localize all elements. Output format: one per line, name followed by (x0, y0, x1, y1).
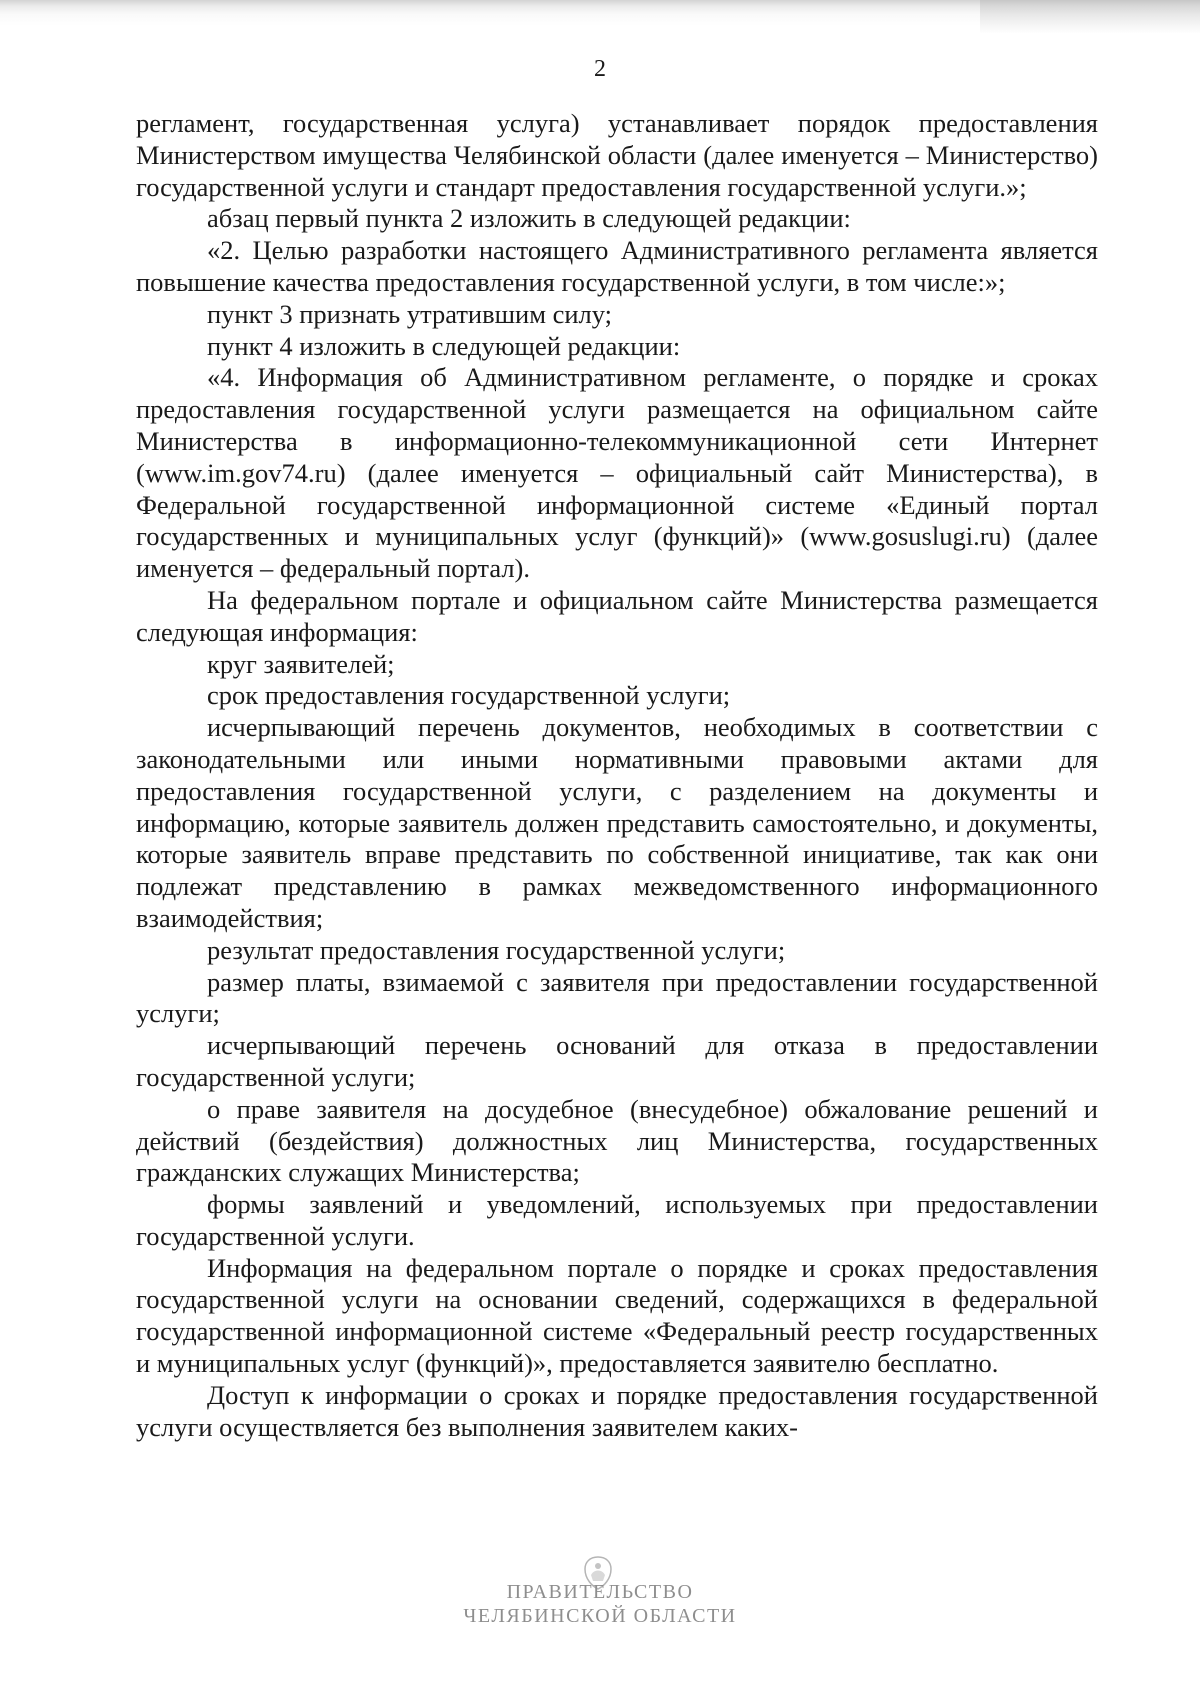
paragraph: формы заявлений и уведомлений, используемых при предоставлении государственной услуги. (136, 1189, 1098, 1251)
paragraph: круг заявителей; (207, 648, 395, 679)
paragraph: Доступ к информации о сроках и порядке предоставления государственной услуги осуществляется без выполнения заявителем каких- (136, 1379, 1098, 1442)
paragraph: абзац первый пункта 2 изложить в следующей редакции: (207, 203, 851, 234)
government-stamp (0, 1580, 1200, 1628)
paragraph: размер платы, взимаемой с заявителя при предоставлении государственной услуги; (136, 966, 1098, 1029)
paragraph: исчерпывающий перечень документов, необходимых в соответствии с законодательными или иными нормативными правовыми актами для предоставления государственной услуги, с разделением на документы и информацию, которые заявитель должен представить самостоятельно, и документы, которые заявитель вправе представить по собственной инициативе, так как они подлежат представлению в рамках межведомственного информационного взаимодействия; (136, 712, 1098, 933)
stamp-line-1: ПРАВИТЕЛЬСТВО (506, 1581, 694, 1603)
paragraph: результат предоставления государственной услуги; (207, 934, 786, 965)
paragraph: На федеральном портале и официальном сайте Министерства размещается следующая информация: (136, 584, 1098, 647)
paragraph: пункт 4 изложить в следующей редакции: (207, 330, 681, 361)
paragraph: о праве заявителя на досудебное (внесудебное) обжалование решений и действий (бездействия) должностных лиц Министерства, государственных гражданских служащих Министерства; (136, 1093, 1098, 1188)
paragraph: срок предоставления государственной услуги; (207, 680, 731, 711)
paragraph: Информация на федеральном портале о порядке и сроках предоставления государственной услуги на основании сведений, содержащихся в федеральной государственной информационной системе «Федеральный реестр государственных и муниципальных услуг (функций)», предоставляется заявителю бесплатно. (136, 1252, 1098, 1379)
stamp-line-2: ЧЕЛЯБИНСКОЙ ОБЛАСТИ (463, 1605, 737, 1627)
paragraph: пункт 3 признать утратившим силу; (207, 298, 613, 329)
paragraph: исчерпывающий перечень оснований для отказа в предоставлении государственной услуги; (136, 1030, 1098, 1092)
page-number: 2 (594, 56, 606, 82)
scan-corner-shadow (980, 0, 1200, 34)
paragraph: регламент, государственная услуга) устанавливает порядок предоставления Министерством имущества Челябинской области (далее именуется – Министерство) государственной услуги и стандарт предоставления государственной услуги.»; (136, 108, 1098, 202)
document-body (136, 108, 1098, 1443)
paragraph: «4. Информация об Административном регламенте, о порядке и сроках предоставления государственной услуги размещается на официальном сайте Министерства в информационно-телекоммуникационной сети Интернет (www.im.gov74.ru) (далее именуется – официальный сайт Министерства), в Федеральной государственной информационной системе «Единый портал государственных и муниципальных услуг (функций)» (www.gosuslugi.ru) (далее именуется – федеральный портал). (136, 362, 1098, 584)
paragraph: «2. Целью разработки настоящего Административного регламента является повышение качества предоставления государственной услуги, в том числе:»; (136, 235, 1098, 297)
